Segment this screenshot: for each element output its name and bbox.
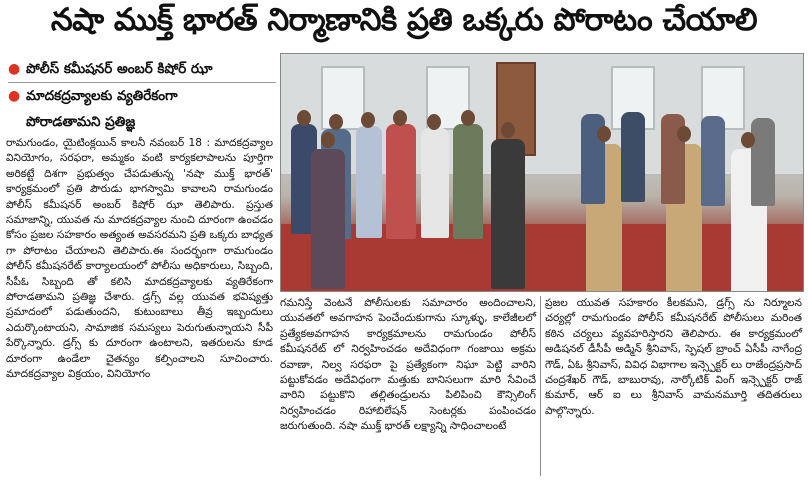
article-column-3 (545, 296, 802, 419)
subhead-2-line-1: మాదకద్రవ్యాలకు వ్యతిరేకంగా (26, 88, 178, 104)
article-col3-text: ప్రజల యువత సహకారం కీలకమని, డ్రగ్స్ ను నిర్మూలన చర్యల్లో రామగుండం పోలీస్ కమీషనరేట్ పోలీసులు మరింత కఠిన చర్యలు వ్యవహరిస్తారని తెలిపారు. ఈ కార్యక్రమంలో అడిషనల్ డీసీపీ అడ్మిన్ శ్రీనివాస్, స్పెషల్ బ్రాంచ్ ఏసీపీ నాగేంద్ర గౌడ్, ఏఓ శ్రీనివాస్, వివిధ విభాగాల ఇన్స్పెక్టర్ లు రాజేంద్రప్రసాద్ చంద్రశేఖర్ గౌడ్, బాబురావు, నార్కోటిక్ వింగ్ ఇన్స్పెక్టర్ రాజ్ కుమార్, ఆర్ ఐ లు శ్రీనివాస్ వామనమూర్తి తదితరులు పాల్గొన్నారు. (545, 297, 802, 417)
subhead-2 (8, 83, 276, 135)
subhead-1 (8, 56, 276, 83)
bullet-icon: ● (8, 61, 21, 77)
article-column-2 (280, 296, 536, 435)
subhead-2-line-2: పోరాడతామని ప్రతిజ్ఞ (26, 114, 136, 130)
article-col1-text: రామగుండం, యైటింక్లయిన్ కాలనీ నవంబర్ 18 : మాదకద్రవ్యాల వినియోగం, సరఫరా, అమ్మకం వంటి కార్యకలాపాలను పూర్తిగా అరికట్టే దిశగా ప్రభుత్వం చేపడుతున్న 'నషా ముక్త్ భారత్' కార్యక్రమంలో ప్రతి పౌరుడు భాగస్వామి కావాలని రామగుండం పోలీస్ కమీషనర్ అంబర్ కిషోర్ ఝా తెలిపారు. ప్రస్తుత సమాజాన్ని, యువత ను మాదకద్రవ్యాల నుంచి దూరంగా ఉంచడం కోసం ప్రజల సహకారం అత్యంత అవసరమని ప్రతి ఒక్కరు బాధ్యత గా పోరాటం చేయాలని తెలిపారు.ఈ సందర్భంగా రామగుండం పోలీస్ కమీషనరేట్ కార్యాలయంలో పోలీసు అధికారులు, సిబ్బంది, సీపీఓ సిబ్బంది తో కలిసి మాదకద్రవ్యాలకు వ్యతిరేకంగా పోరాడతామని ప్రతిజ్ఞ చేశారు. డ్రగ్స్ వల్ల యువత భవిష్యత్తు ప్రమాదంలో పడుతుందని, కుటుంబాలు తీవ్ర ఇబ్బందులు ఎదుర్కొంటాయని, సామాజిక సమస్యలు పెరుగుతున్నాయని సీపీ పేర్కొన్నారు. డ్రగ్స్ కు దూరంగా ఉంటాలని, ఇతరులను కూడ దూరంగా ఉండేలా చైతన్యం కల్పించాలని సూచించారు. మాదకద్రవ్యాల విక్రయం, వినియోగం (6, 137, 273, 381)
article-column-1 (6, 136, 273, 383)
headline: నషా ముక్త్ భారత్ నిర్మాణానికి ప్రతి ఒక్కరు పోరాటం చేయాలి (50, 1, 758, 38)
article-col2-text: గమనిస్తే వెంటనే పోలీసులకు సమాచారం అందించాలని, యువతలో అవగాహన పెంచేందుకుగాను స్కూళ్ళు, కాలేజీలలో ప్రత్యేకఅవగాహన కార్యక్రమాలను రామగుండం పోలీస్ కమీషనరేట్ లో నిర్వహించడం అదేవిధంగా గంజాయి అక్రమ రవాణా, నిల్వ సరఫరా పై ప్రత్యేకంగా నిఘా పెట్టి వారిని పట్టుకోవడం అదేవిధంగా మత్తుకు బానిసలుగా మారి సేవించే వారిని పట్టుకొని తల్లితండ్రులను పిలిపించి కౌన్సిలింగ్ నిర్వహించడం రిహాబిలేషన్ సెంటర్లకు పంపించడం జరుగుతుంది. నషా ముక్త్ భారత్ లక్ష్యాన్ని సాధించాలంటే (280, 297, 536, 433)
news-photo (280, 53, 804, 292)
bullet-icon: ● (8, 88, 21, 104)
column-divider (540, 296, 541, 476)
subhead-1-text: పోలీస్ కమీషనర్ అంబర్ కిషోర్ ఝా (26, 61, 213, 77)
subheads (8, 56, 276, 135)
